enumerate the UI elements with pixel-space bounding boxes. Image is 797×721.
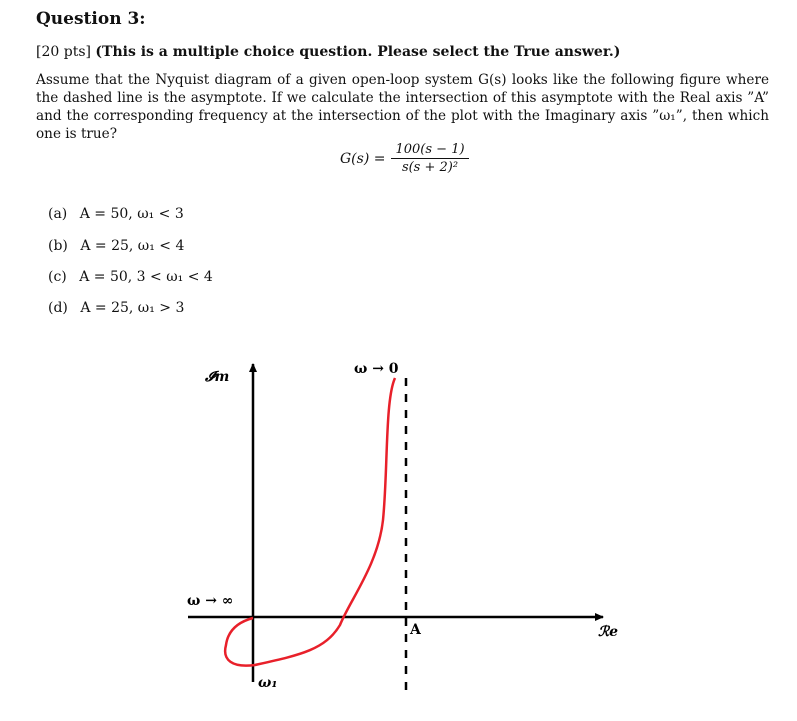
formula-numerator: 100(s − 1) (391, 142, 468, 159)
im-axis-label: 𝓘m (205, 369, 230, 385)
a-label: A (410, 622, 421, 638)
omega1-label: ω₁ (258, 675, 278, 691)
option-c-label: (c) (48, 269, 67, 285)
omega-inf-label: ω → ∞ (187, 593, 234, 609)
omega-zero-label: ω → 0 (354, 361, 399, 377)
option-b-text: A = 25, ω₁ < 4 (80, 238, 185, 254)
option-d-text: A = 25, ω₁ > 3 (80, 300, 185, 316)
option-a-label: (a) (48, 206, 68, 222)
option-a-text: A = 50, ω₁ < 3 (79, 206, 184, 222)
question-body: Assume that the Nyquist diagram of a given open-loop system G(s) looks like the following figure where the dashed line is the asymptote. If we calculate the intersection of this asymptote with the Real axis ”A” and the corresponding frequency at the intersection of the plot with the Imaginary axis ”ω₁”, then which one is true? (36, 72, 769, 142)
option-c-text: A = 50, 3 < ω₁ < 4 (79, 269, 213, 285)
points-badge: [20 pts] (36, 44, 91, 60)
re-axis-label: ℛe (598, 624, 619, 640)
question-title: Question 3: (36, 9, 146, 29)
formula-denominator: s(s + 2)² (401, 160, 459, 175)
option-b-label: (b) (48, 238, 68, 254)
instruction-text: (This is a multiple choice question. Please select the True answer.) (95, 44, 621, 60)
nyquist-curve (225, 378, 395, 666)
formula-lhs: G(s) = (340, 150, 386, 167)
option-d-label: (d) (48, 300, 68, 316)
